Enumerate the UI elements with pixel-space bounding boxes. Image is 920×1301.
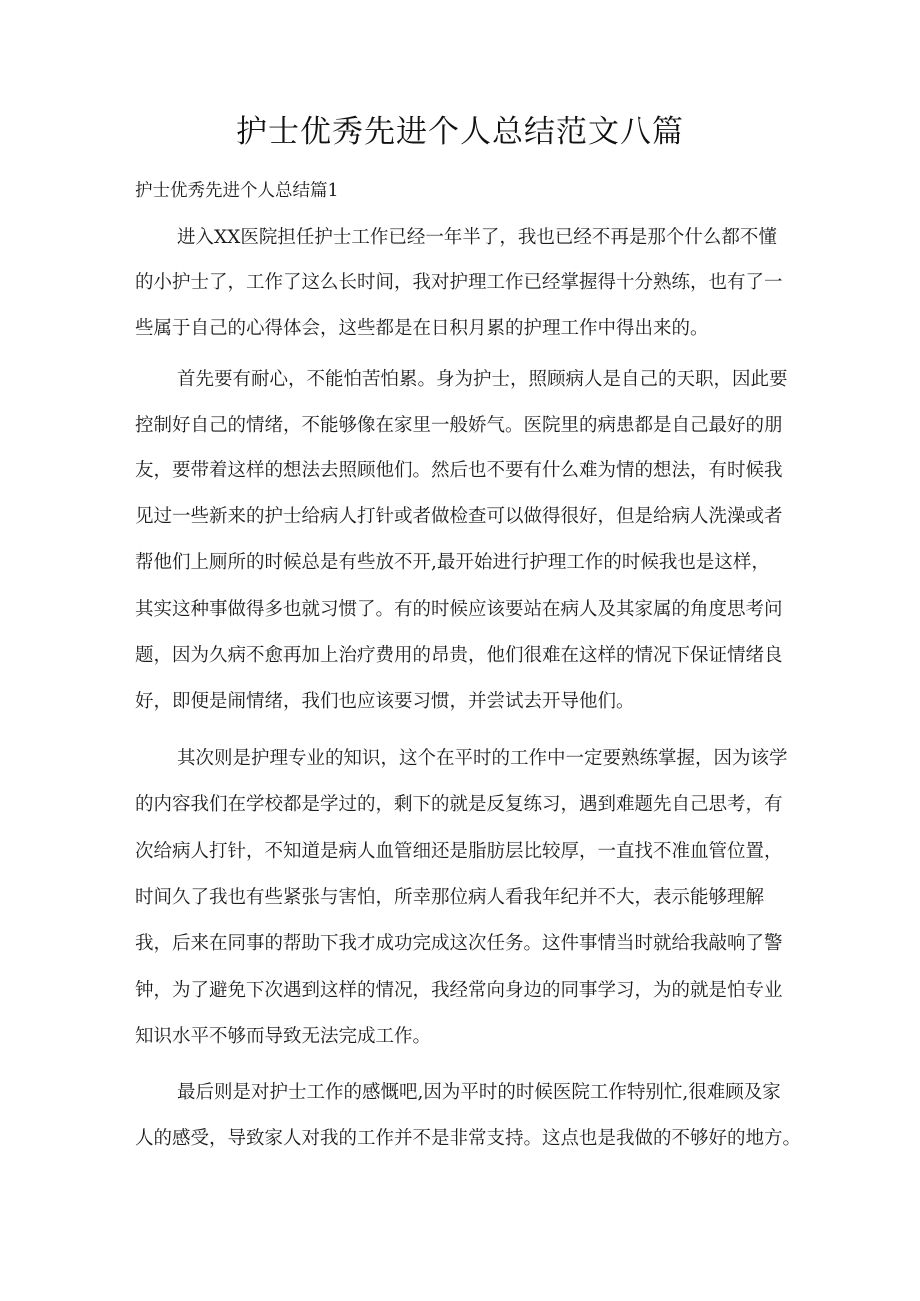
paragraph-line: 钟，为了避免下次遇到这样的情况，我经常向身边的同事学习，为的就是怕专业	[135, 980, 783, 1001]
paragraph-line: 次给病人打针，不知道是病人血管细还是脂肪层比较厚，一直找不准血管位置，	[135, 841, 783, 862]
paragraph-line: 好，即便是闹情绪，我们也应该要习惯，并尝试去开导他们。	[135, 691, 635, 712]
paragraph-line: 知识水平不够而导致无法完成工作。	[135, 1026, 432, 1047]
paragraph-line: 控制好自己的情绪，不能够像在家里一般娇气。医院里的病患都是自己最好的朋	[135, 415, 783, 436]
section-heading: 护士优秀先进个人总结篇1	[135, 181, 339, 201]
paragraph-line: 我，后来在同事的帮助下我才成功完成这次任务。这件事情当时就给我敲响了警	[135, 933, 783, 954]
paragraph-line: 的内容我们在学校都是学过的，剩下的就是反复练习，遇到难题先自己思考，有	[135, 794, 783, 815]
paragraph-line: 进入XX医院担任护士工作已经一年半了，我也已经不再是那个什么都不懂	[177, 227, 777, 248]
paragraph-line: 的小护士了，工作了这么长时间，我对护理工作已经掌握得十分熟练，也有了一	[135, 272, 783, 293]
paragraph-line: 时间久了我也有些紧张与害怕，所幸那位病人看我年纪并不大，表示能够理解	[135, 887, 765, 908]
paragraph-line: 题，因为久病不愈再加上治疗费用的昂贵，他们很难在这样的情况下保证情绪良	[135, 645, 783, 666]
paragraph-line: 帮他们上厕所的时候总是有些放不开,最开始进行护理工作的时候我也是这样，	[135, 552, 770, 573]
paragraph-line: 人的感受，导致家人对我的工作并不是非常支持。这点也是我做的不够好的地方。	[135, 1128, 802, 1149]
paragraph-line: 最后则是对护士工作的感慨吧,因为平时的时候医院工作特别忙,很难顾及家	[177, 1082, 781, 1103]
paragraph-line: 其实这种事做得多也就习惯了。有的时候应该要站在病人及其家属的角度思考问	[135, 599, 783, 620]
document-title: 护士优秀先进个人总结范文八篇	[236, 114, 684, 150]
paragraph-line: 些属于自己的心得体会，这些都是在日积月累的护理工作中得出来的。	[135, 318, 709, 339]
paragraph-line: 其次则是护理专业的知识，这个在平时的工作中一定要熟练掌握，因为该学	[177, 748, 788, 769]
paragraph-line: 首先要有耐心，不能怕苦怕累。身为护士，照顾病人是自己的天职，因此要	[177, 369, 788, 390]
paragraph-line: 友，要带着这样的想法去照顾他们。然后也不要有什么难为情的想法，有时候我	[135, 460, 783, 481]
paragraph-line: 见过一些新来的护士给病人打针或者做检查可以做得很好，但是给病人洗澡或者	[135, 506, 783, 527]
